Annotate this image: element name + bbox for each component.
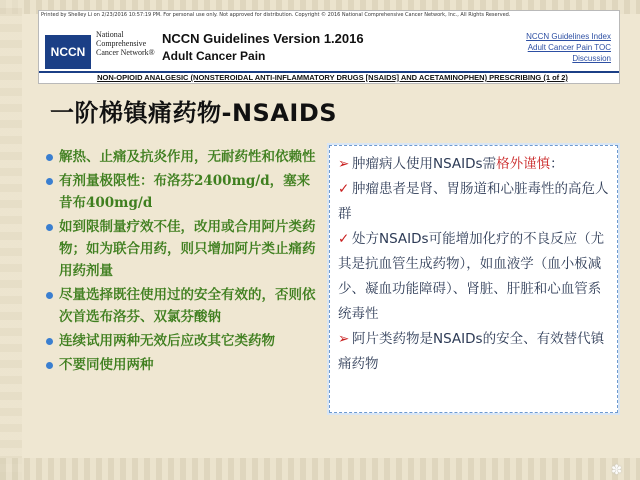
right-callout-panel [329,145,618,413]
callout-item-text: 阿片类药物是NSAIDs的安全、有效替代镇痛药物 [338,331,605,372]
discussion-link[interactable]: Discussion [572,54,611,63]
callout-item-text: 肿瘤病人使用NSAIDs需 [352,156,497,172]
toc-link[interactable]: Adult Cancer Pain TOC [527,43,611,52]
nccn-logo: NCCN [45,35,91,69]
list-item-text: 如到限制量疗效不佳，改用或合用阿片类药物；如为联合用药，则只增加阿片类止痛药用药剂量 [59,219,316,279]
callout-item [338,152,609,177]
bottom-decor-band [0,458,640,480]
list-item [46,354,321,376]
bullet-dot-icon [46,178,53,185]
bullet-dot-icon [46,292,53,299]
slide-title: 一阶梯镇痛药物-NSAIDS [50,99,338,127]
list-item [46,146,321,168]
list-item [46,216,321,282]
callout-item-tail: ： [550,156,564,172]
list-item [46,284,321,328]
callout-item [338,327,609,377]
bullet-dot-icon [46,154,53,161]
callout-item [338,177,609,227]
left-bullet-list [46,146,321,378]
print-notice: Printed by Shelley Li on 2/23/2016 10:57:19 PM. For personal use only. Not approved for distribution. Copyright © 2016 National Comprehensive Cancer Network, Inc., All Rights Reserved. [41,12,511,18]
list-item [46,170,321,214]
list-item-text: 连续试用两种无效后应改其它类药物 [59,333,275,349]
guidelines-index-link[interactable]: NCCN Guidelines Index [526,32,611,41]
left-decor-strip [0,0,22,480]
list-item-text: 有剂量极限性：布洛芬2400mg/d，塞来昔布400mg/d [59,173,311,211]
section-subheading: NON-OPIOID ANALGESIC (NONSTEROIDAL ANTI-INFLAMMATORY DRUGS [NSAIDS] AND ACETAMINOPHEN) PRESCRIBING (1 of 2) [97,73,568,82]
arrow-bullet-icon: ➢ [338,331,350,347]
checkmark-icon: ✓ [338,181,350,197]
callout-highlight: 格外谨慎 [496,156,551,172]
list-item-text: 不要同使用两种 [59,357,154,373]
bullet-dot-icon [46,362,53,369]
list-item [46,330,321,352]
watermark-logo: ✽ [611,463,622,478]
list-item-text: 解热、止痛及抗炎作用，无耐药性和依赖性 [59,149,316,165]
arrow-bullet-icon: ➢ [338,156,350,172]
callout-item [338,227,609,327]
list-item-text: 尽量选择既往使用过的安全有效的，否则依次首选布洛芬、双氯芬酸钠 [59,287,316,325]
callout-item-text: 处方NSAIDs可能增加化疗的不良反应（尤其是抗血管生成药物），如血液学（血小板减少、凝血功能障碍）、肾脏、肝脏和心血管系统毒性 [338,231,605,322]
checkmark-icon: ✓ [338,231,350,247]
nccn-title: NCCN Guidelines Version 1.2016 [162,31,364,46]
callout-item-text: 肿瘤患者是肾、胃肠道和心脏毒性的高危人群 [338,181,609,222]
bullet-dot-icon [46,224,53,231]
nccn-subtitle: Adult Cancer Pain [162,49,266,63]
nccn-org-name: National Comprehensive Cancer Network® [96,30,155,57]
bullet-dot-icon [46,338,53,345]
